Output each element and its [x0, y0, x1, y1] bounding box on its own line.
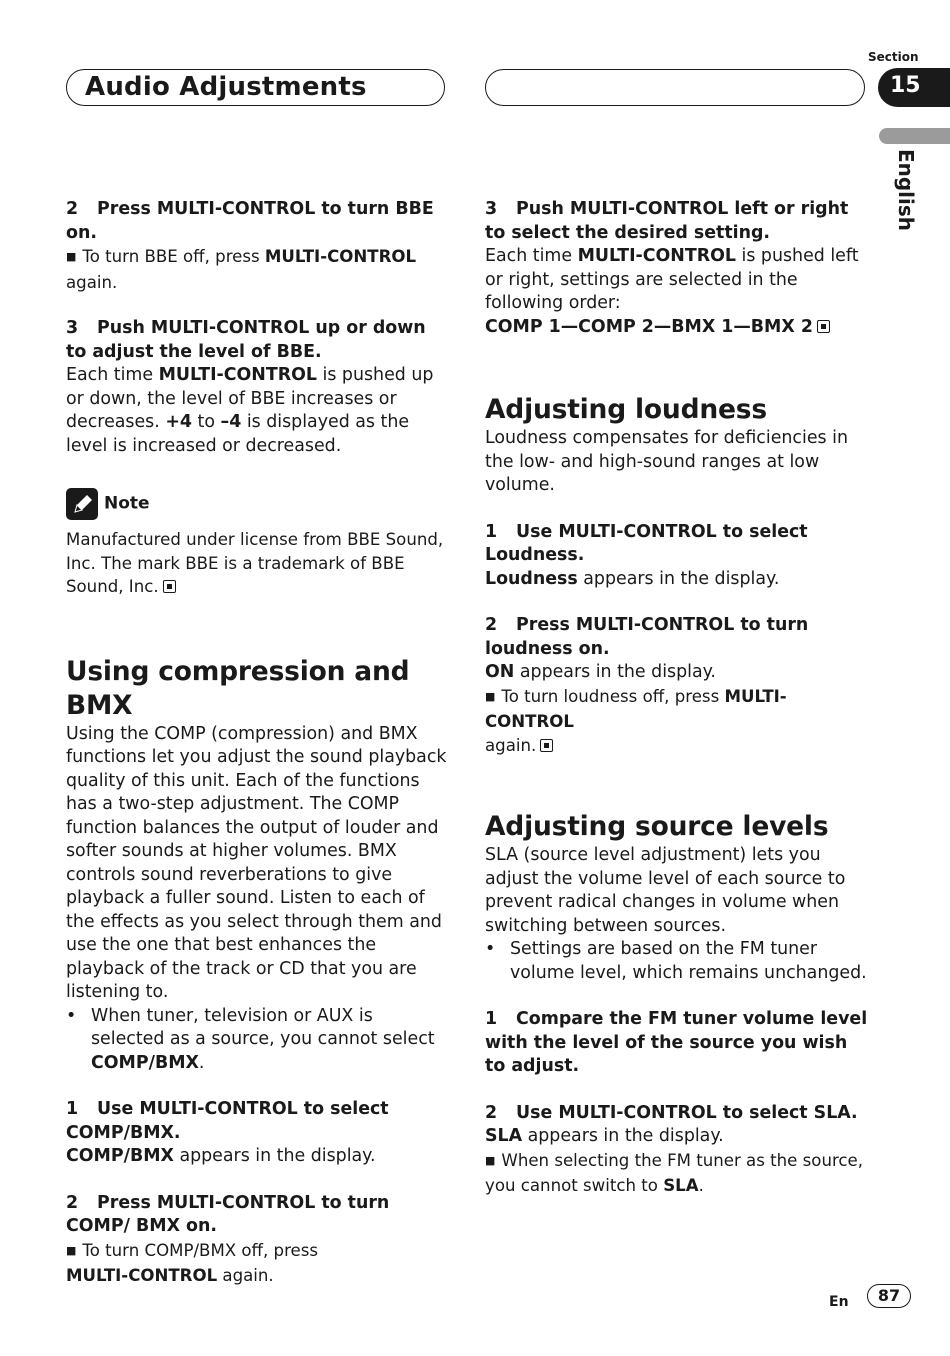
square-bullet-icon: ■ — [485, 689, 496, 703]
sla-step-2-note: ■ When selecting the FM tuner as the source, you cannot switch to SLA. — [485, 1150, 864, 1195]
loudness-step-2: 2 Press MULTI-CONTROL to turn loudness on. — [485, 615, 809, 659]
compression-heading: Using compression and BMX — [66, 655, 410, 721]
compression-bullet: • When tuner, television or AUX is selected as a source, you cannot select COMP/BMX. — [66, 1005, 450, 1076]
source-levels-body: SLA (source level adjustment) lets you adjust the volume level of each source to prevent radical changes in volume when switching between sources. — [485, 845, 846, 936]
left-column — [66, 198, 450, 1288]
loudness-body: Loudness compensates for deficiencies in the low- and high-sound ranges at low volume. — [485, 428, 848, 495]
footer-language-code: En — [829, 1294, 849, 1310]
note-pencil-icon — [66, 488, 98, 520]
right-column — [485, 198, 869, 1198]
sla-step-1: 1 Compare the FM tuner volume level with the level of the source you wish to adjust. — [485, 1009, 868, 1076]
section-number-badge: 15 — [878, 68, 950, 107]
section-label: Section — [868, 50, 919, 64]
page-number: 87 — [867, 1284, 911, 1308]
loudness-step-2-note: ■ To turn loudness off, press MULTI-CONTROL again. — [485, 686, 787, 755]
bullet-dot-icon: • — [66, 1005, 77, 1026]
end-mark-icon — [817, 320, 830, 333]
note-header: Note — [66, 488, 450, 520]
bbe-step-2-note: ■ To turn BBE off, press MULTI-CONTROL again. — [66, 247, 417, 292]
end-mark-icon — [163, 580, 176, 593]
comp-order-sequence: COMP 1—COMP 2—BMX 1—BMX 2 — [485, 316, 869, 340]
source-levels-bullet: • Settings are based on the FM tuner volume level, which remains unchanged. — [485, 938, 869, 985]
sla-step-2: 2 Use MULTI-CONTROL to select SLA. — [485, 1102, 858, 1123]
loudness-heading: Adjusting loudness — [485, 394, 767, 425]
square-bullet-icon: ■ — [66, 250, 77, 263]
comp-step-2-note: ■ To turn COMP/BMX off, press MULTI-CONTROL again. — [66, 1240, 319, 1285]
loudness-step-1: 1 Use MULTI-CONTROL to select Loudness. — [485, 521, 808, 565]
sla-step-2-body: SLA appears in the display. — [485, 1126, 724, 1146]
square-bullet-icon: ■ — [485, 1153, 496, 1167]
comp-step-1-body: COMP/BMX appears in the display. — [66, 1146, 376, 1166]
bbe-step-3: 3 Push MULTI-CONTROL up or down to adjust the level of BBE. — [66, 318, 426, 362]
chapter-title: Audio Adjustments — [85, 72, 367, 102]
language-tab — [879, 128, 950, 144]
loudness-step-2-body: ON appears in the display. — [485, 662, 716, 682]
comp-step-1: 1 Use MULTI-CONTROL to select COMP/BMX. — [66, 1099, 389, 1143]
bullet-dot-icon: • — [485, 939, 496, 959]
bbe-step-3-body: Each time MULTI-CONTROL is pushed up or down, the level of BBE increases or decreases. +4 to –4 is displayed as the level is increased or decreased. — [66, 365, 434, 456]
end-mark-icon — [540, 739, 553, 752]
language-label: English — [894, 148, 918, 232]
comp-step-3: 3 Push MULTI-CONTROL left or right to select the desired setting. — [485, 199, 849, 243]
source-levels-heading: Adjusting source levels — [485, 811, 829, 842]
header-empty-pill — [485, 69, 865, 106]
bbe-step-2: 2 Press MULTI-CONTROL to turn BBE on. — [66, 199, 434, 243]
chapter-title-pill — [66, 69, 445, 106]
compression-body: Using the COMP (compression) and BMX functions let you adjust the sound playback quality of this unit. Each of the functions has a two-step adjustment. The COMP function balances the output of louder and softer sounds at higher volumes. BMX controls sound reverberations to give playback a fuller sound. Listen to each of the effects as you select through them and use the one that best enhances the playback of the track or CD that you are listening to. — [66, 723, 447, 1002]
square-bullet-icon: ■ — [66, 1243, 77, 1257]
loudness-step-1-body: Loudness appears in the display. — [485, 568, 780, 589]
comp-step-2: 2 Press MULTI-CONTROL to turn COMP/ BMX on. — [66, 1192, 390, 1236]
note-text: Manufactured under license from BBE Sound, Inc. The mark BBE is a trademark of BBE Sound, Inc. — [66, 530, 444, 596]
comp-step-3-body: Each time MULTI-CONTROL is pushed left or right, settings are selected in the following order: — [485, 246, 859, 313]
